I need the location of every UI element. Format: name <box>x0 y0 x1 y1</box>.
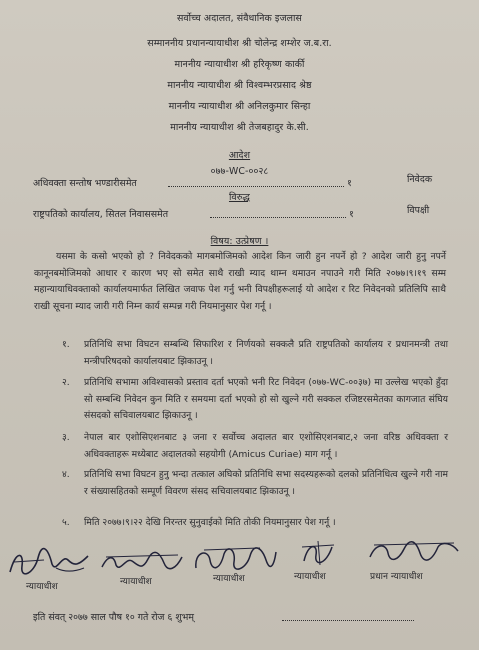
signature-2 <box>98 547 186 577</box>
signature-label-4: न्यायाधीश <box>294 572 326 582</box>
respondent-name: राष्ट्रपतिको कार्यालय, सितल निवाससमेत <box>33 209 169 220</box>
respondent-leader-dots <box>210 217 346 218</box>
court-name: सर्वोच्च अदालत, संवैधानिक इजलास <box>176 13 302 24</box>
list-item: प्रतिनिधि सभा विघटन सम्बन्धि सिफारिश र निर्णयको सक्कलै प्रति राष्ट्रपतिको कार्यालय र प्रधानमन्त्री तथा मन्त्रीपरिषदको कार्यालयबाट झिकाउनू । <box>84 339 448 367</box>
justice-line-1: माननीय न्यायाधीश श्री हरिकृष्ण कार्की <box>174 59 305 70</box>
signature-4 <box>298 537 338 569</box>
petitioner-leader-dots <box>168 186 344 187</box>
case-number: ०७७-WC-००२८ <box>210 166 269 177</box>
signature-label-1: न्यायाधीश <box>26 582 58 592</box>
respondent-role: विपक्षी <box>407 205 430 216</box>
petitioner-count: १ <box>347 178 352 189</box>
item-number: ५. <box>62 517 70 528</box>
signature-1 <box>4 544 94 580</box>
justice-line-2: माननीय न्यायाधीश श्री विश्वम्भरप्रसाद श्रेष्ठ <box>167 80 312 91</box>
signature-5 <box>364 537 464 567</box>
signature-label-3: न्यायाधीश <box>213 574 245 584</box>
justice-line-4: माननीय न्यायाधीश श्री तेजबहादुर के.सी. <box>170 122 309 133</box>
petitioner-role: निवेदक <box>407 174 433 185</box>
list-item: प्रतिनिधि सभामा अविश्वासको प्रस्ताव दर्ता भएको भनी रिट निवेदन (०७७-WC-००३७) मा उल्लेख भएको हुँदा सो सम्बन्धि निवेदन कुन मिति र समयमा दर्ता भएको हो सो खुल्ने गरी सक्कल रजिष्टरसमेतका कागजात संघिय संसदको सचिवालयबाट झिकाउनू । <box>84 377 448 422</box>
item-number: ३. <box>62 432 70 443</box>
signature-label-5: प्रधान न्यायाधीश <box>370 572 423 582</box>
item-number: २. <box>62 377 70 388</box>
subject-line: विषय: उत्प्रेषण । <box>210 236 269 247</box>
list-item: प्रतिनिधि सभा विघटन हुनु भन्दा तत्काल अघिको प्रतिनिधि सभा सदस्यहरूको दलको प्रतिनिधित्व खुल्ने गरी नाम र संख्यासहितको सम्पूर्ण विवरण संसद सचिवालयबाट झिकाउनू । <box>84 469 448 497</box>
versus-label: विरुद्ध <box>228 192 251 203</box>
petitioner-name: अधिवक्ता सन्तोष भण्डारीसमेत <box>33 178 137 189</box>
justice-line-3: माननीय न्यायाधीश श्री अनिलकुमार सिन्हा <box>168 101 311 112</box>
item-number: ४. <box>62 469 70 480</box>
intro-paragraph: यसमा के कसो भएको हो ? निवेदकको मागबमोजिमको आदेश किन जारी हुन नपर्ने हो ? आदेश जारी हुनु नपर्ने कानूनबमोजिमको आधार र कारण भए सो समेत साथै राखी म्याद थाम्न थमाउन नपाउने गरी मिति २०७७।९।१९ सम्म महान्यायाधिवक्ताको कार्यालयमार्फत लिखित जवाफ पेश गर्नु भनी विपक्षीहरूलाई यो आदेश र रिट निवेदनको प्रतिलिपि साथै राखी सूचना म्याद जारी गरी निम्न कार्य सम्पन्न गरी नियमानुसार पेश गर्नू । <box>34 251 446 312</box>
list-item: नेपाल बार एशोसिएशनबाट ३ जना र सर्वोच्च अदालत बार एशोसिएशनबाट,२ जना वरिष्ठ अधिवक्ता र अधिवक्ताहरू मध्येबाट अदालतको सहयोगी (Amicus Curiae) माग गर्नू । <box>84 432 448 460</box>
signature-label-2: न्यायाधीश <box>120 577 152 587</box>
item-number: १. <box>62 339 70 350</box>
footer-date-line: इति संवत् २०७७ साल पौष १० गते रोज ६ शुभम् <box>33 612 194 623</box>
chief-justice-line: सम्माननीय प्रधानन्यायाधीश श्री चोलेन्द्र शम्शेर ज.ब.रा. <box>147 38 332 49</box>
footer-leader-dots <box>282 620 414 621</box>
list-item: मिति २०७७।९।२२ देखि निरन्तर सुनुवाईको मिति तोकी नियमानुसार पेश गर्नू । <box>84 517 336 528</box>
respondent-count: १ <box>349 209 354 220</box>
order-title: आदेश <box>228 150 251 161</box>
